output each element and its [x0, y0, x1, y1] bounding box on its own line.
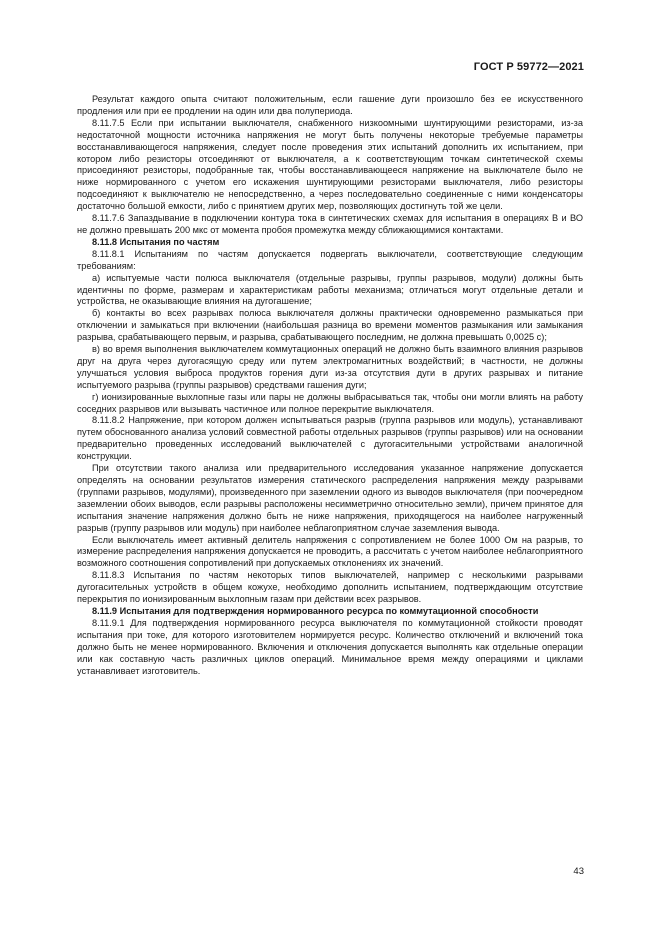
- document-code: ГОСТ Р 59772—2021: [473, 61, 584, 73]
- paragraph: При отсутствии такого анализа или предварительного исследования указанное напряжение допускается определять на основании результатов измерения статического распределения напряжения между разрывами (группами разрывов, модулями), произведенного при заземлении одного из выводов выключателя (при поочередном заземлении обоих выводов, если разрывы расположены несимметрично относительно земли), причем принятое для испытания значение напряжения должно быть не ниже напряжения, приходящегося на наиболее нагруженный разрыв (группу разрывов или модуль) при наиболее неблагоприятном случае заземления вывода.: [77, 463, 583, 533]
- section-heading: 8.11.8 Испытания по частям: [92, 236, 220, 247]
- paragraph: 8.11.9.1 Для подтверждения нормированного ресурса выключателя по коммутационной стойкости проводят испытания при токе, для которого изготовителем нормируется ресурс. Количество отключений и включений тока должно быть не менее нормированного. Включения и отключения допускается выполнять как отдельные операции или как составную часть различных циклов операций. Минимальное время между операциями и циклами устанавливает изготовитель.: [77, 617, 583, 676]
- paragraph: Результат каждого опыта считают положительным, если гашение дуги произошло без ее искусственного продления или при ее продлении на один или два полупериода.: [77, 94, 583, 116]
- paragraph: 8.11.8.2 Напряжение, при котором должен испытываться разрыв (группа разрывов или модуль), устанавливают путем обоснованного анализа условий совместной работы отдельных разрывов (группы разрывов) или на основании предварительно проведенных исследований выключателей с дугогасительными устройствами аналогичной конструкции.: [77, 415, 583, 462]
- list-item: г) ионизированные выхлопные газы или пары не должны выбрасываться так, чтобы они могли влиять на работу соседних разрывов или вызывать частичное или полное перекрытие выключателя.: [77, 391, 583, 414]
- paragraph: 8.11.8.1 Испытаниям по частям допускается подвергать выключатели, соответствующие следующим требованиям:: [77, 248, 583, 271]
- paragraph: 8.11.8.3 Испытания по частям некоторых типов выключателей, например с несколькими разрывами дугогасительных устройств в общем кожухе, необходимо дополнить испытанием, подтверждающим отсутствие перекрытия по ионизированным выхлопным газам при действии всех разрывов.: [77, 570, 583, 605]
- section-heading: 8.11.9 Испытания для подтверждения нормированного ресурса по коммутационной способности: [92, 605, 539, 616]
- list-item: а) испытуемые части полюса выключателя (отдельные разрывы, группы разрывов, модули) должны быть идентичны по форме, размерам и характеристикам работы механизма; отличаться могут отдельные детали и устройства, не оказывающие влияния на дугогашение;: [77, 272, 583, 307]
- paragraph: 8.11.7.5 Если при испытании выключателя, снабженного низкоомными шунтирующими резисторами, из-за недостаточной мощности источника напряжения не могут быть получены некоторые требуемые параметры восстанавливающегося напряжения, следует после проведения этих испытаний дополнить их испытанием, при котором либо резисторы отсоединяют от выключателя, а к соответствующим точкам синтетической схемы присоединяют резисторы, подобранные так, чтобы восстанавливающееся напряжение на выключателе было не ниже нормированного с учетом его искажения шунтирующими резисторами выключателя, либо резисторы подсоединяют к выключателю не непосредственно, а через последовательно соединенные с ними конденсаторы достаточно большой емкости, либо с принятием других мер, позволяющих достигнуть той же цели.: [77, 117, 583, 212]
- body-text: [77, 94, 583, 677]
- list-item: б) контакты во всех разрывах полюса выключателя должны практически одновременно размыкаться при отключении и замыкаться при включении (наибольшая разница во времени моментов размыкания или замыкания разрыва, срабатывающего первым, и разрыва, срабатывающего последним, не должна превышать 0,0025 с);: [77, 308, 583, 343]
- page-number: 43: [573, 866, 584, 877]
- paragraph: 8.11.7.6 Запаздывание в подключении контура тока в синтетических схемах для испытания в операциях В и ВО не должно превышать 200 мкс от момента пробоя промежутка между сближающимися контактами.: [77, 213, 583, 235]
- list-item: в) во время выполнения выключателем коммутационных операций не должно быть взаимного влияния разрывов друг на друга через дугогасящую среду или путем электромагнитных воздействий; в частности, не должны улучшаться условия выброса продуктов горения дуги из-за отсутствия дуги в других разрывах и питание испытуемого разрыва (группы разрывов) средствами гашения дуги;: [77, 344, 583, 390]
- paragraph: Если выключатель имеет активный делитель напряжения с сопротивлением не более 1000 Ом на разрыв, то измерение распределения напряжения допускается не проводить, а рассчитать с учетом наиболее неблагоприятного возможного соотношения сопротивлений при допускаемых отклонениях их значений.: [77, 534, 583, 569]
